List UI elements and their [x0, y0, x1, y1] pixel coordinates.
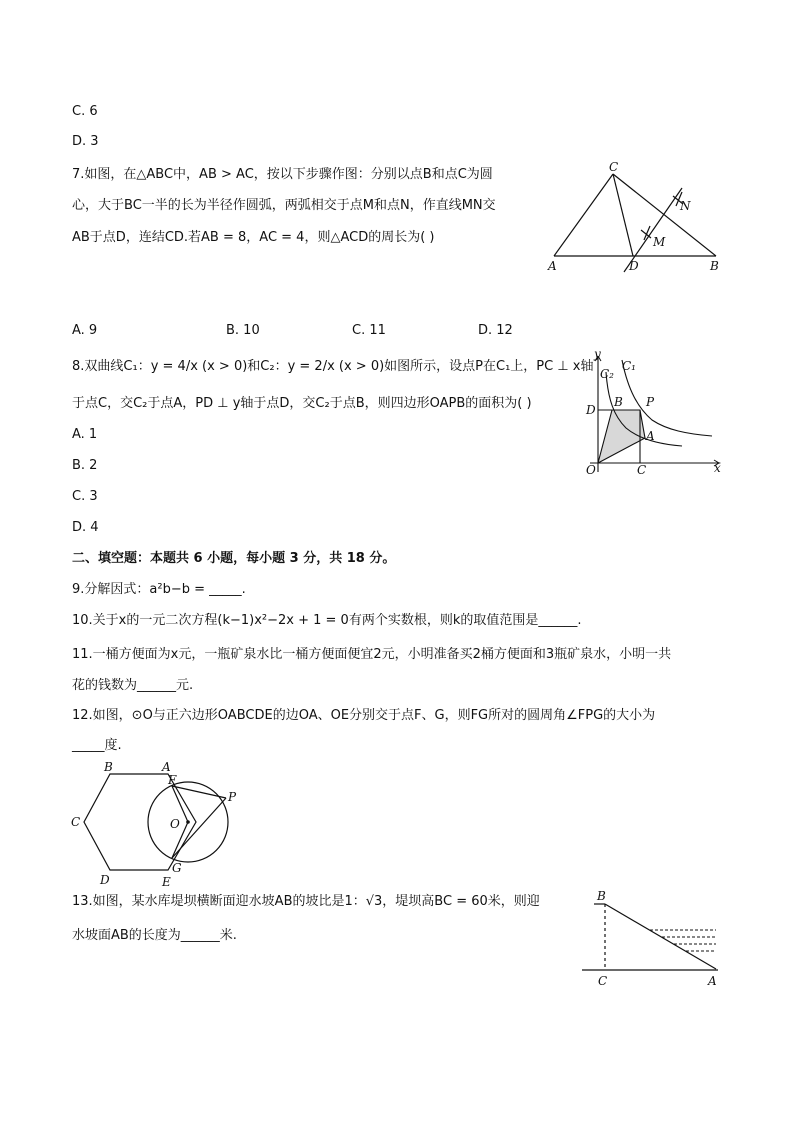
q7-label-b: B: [710, 259, 719, 273]
q8-option-d: D. 4: [72, 520, 99, 535]
q13-label-b: B: [597, 890, 606, 903]
q7-arc-mark-m: [641, 226, 651, 240]
q7-segment-cd: [613, 174, 633, 256]
q12-label-d: D: [100, 873, 110, 887]
q13-line-1: 13.如图，某水库堤坝横断面迎水坡AB的坡比是1：√3，堤坝高BC = 60米，则迎: [72, 894, 540, 909]
q7-triangle-figure: [540, 160, 730, 275]
q13-dam-figure: [578, 890, 724, 990]
q7-line-1: 7.如图，在△ABC中，AB > AC，按以下步骤作图：分别以点B和点C为圆: [72, 167, 493, 182]
q8-line-1: 8.双曲线C₁：y = 4/x (x > 0)和C₂：y = 2/x (x > 0)如图所示，设点P在C₁上，PC ⊥ x轴: [72, 359, 594, 374]
q11-line-2: 花的钱数为______元.: [72, 678, 194, 693]
q7-label-c: C: [609, 160, 619, 174]
q7-option-a: A. 9: [72, 323, 98, 338]
q8-label-x: x: [714, 461, 721, 475]
q13-water-lines: [650, 930, 716, 951]
q8-option-b: B. 2: [72, 458, 98, 473]
section-2-title: 二、填空题：本题共 6 小题，每小题 3 分，共 18 分。: [72, 551, 396, 566]
q12-hexagon-circle-figure: [66, 758, 256, 890]
q6-option-c: C. 6: [72, 104, 98, 119]
q8-label-c1: C₁: [622, 359, 636, 373]
q7-label-n: N: [680, 199, 691, 213]
q8-label-y: y: [594, 350, 601, 361]
q8-label-c2: C₂: [600, 367, 614, 381]
q8-option-a: A. 1: [72, 427, 98, 442]
q12-line-2: _____度.: [72, 738, 122, 753]
q12-label-c: C: [71, 815, 81, 829]
q8-label-a: A: [646, 429, 655, 443]
q12-label-g: G: [172, 861, 182, 875]
q8-line-2: 于点C，交C₂于点A，PD ⊥ y轴于点D，交C₂于点B，则四边形OAPB的面积为( ): [72, 396, 532, 411]
q13-line-2: 水坡面AB的长度为______米.: [72, 928, 237, 943]
q7-line-3: AB于点D，连结CD.若AB = 8，AC = 4，则△ACD的周长为( ): [72, 230, 435, 245]
q8-label-c: C: [637, 463, 647, 476]
q12-label-a: A: [162, 760, 171, 774]
q8-label-p: P: [646, 395, 655, 409]
q10-text: 10.关于x的一元二次方程(k−1)x²−2x + 1 = 0有两个实数根，则k的取值范围是______.: [72, 613, 582, 628]
q7-option-b: B. 10: [226, 323, 260, 338]
q12-label-e: E: [162, 875, 171, 889]
q7-option-c: C. 11: [352, 323, 386, 338]
q9-text: 9.分解因式：a²b−b = _____.: [72, 582, 246, 597]
q12-label-p: P: [228, 790, 237, 804]
q11-line-1: 11.一桶方便面为x元，一瓶矿泉水比一桶方便面便宜2元，小明准备买2桶方便面和3瓶矿泉水，小明一共: [72, 647, 672, 662]
q6-option-d: D. 3: [72, 134, 99, 149]
q7-label-d: D: [629, 259, 639, 273]
q7-label-m: M: [653, 235, 666, 249]
q7-option-d: D. 12: [478, 323, 513, 338]
q12-segment-fp: [172, 786, 226, 798]
q8-label-d: D: [586, 403, 596, 417]
q8-option-c: C. 3: [72, 489, 98, 504]
q12-label-o: O: [170, 817, 180, 831]
q8-hyperbola-figure: [582, 350, 727, 476]
q8-label-b: B: [614, 395, 623, 409]
q7-segment-ac: [554, 174, 613, 256]
q12-label-b: B: [104, 760, 113, 774]
q7-line-2: 心，大于BC一半的长为半径作圆弧，两弧相交于点M和点N，作直线MN交: [72, 198, 496, 213]
q13-label-a: A: [708, 974, 717, 988]
q12-line-1: 12.如图，⊙O与正六边形OABCDE的边OA、OE分别交于点F、G，则FG所对的圆周角∠FPG的大小为: [72, 708, 656, 723]
q12-center-point: [186, 820, 190, 824]
q8-label-o: O: [586, 463, 596, 476]
q7-label-a: A: [548, 259, 557, 273]
q13-label-c: C: [598, 974, 608, 988]
q12-label-f: F: [168, 773, 177, 787]
